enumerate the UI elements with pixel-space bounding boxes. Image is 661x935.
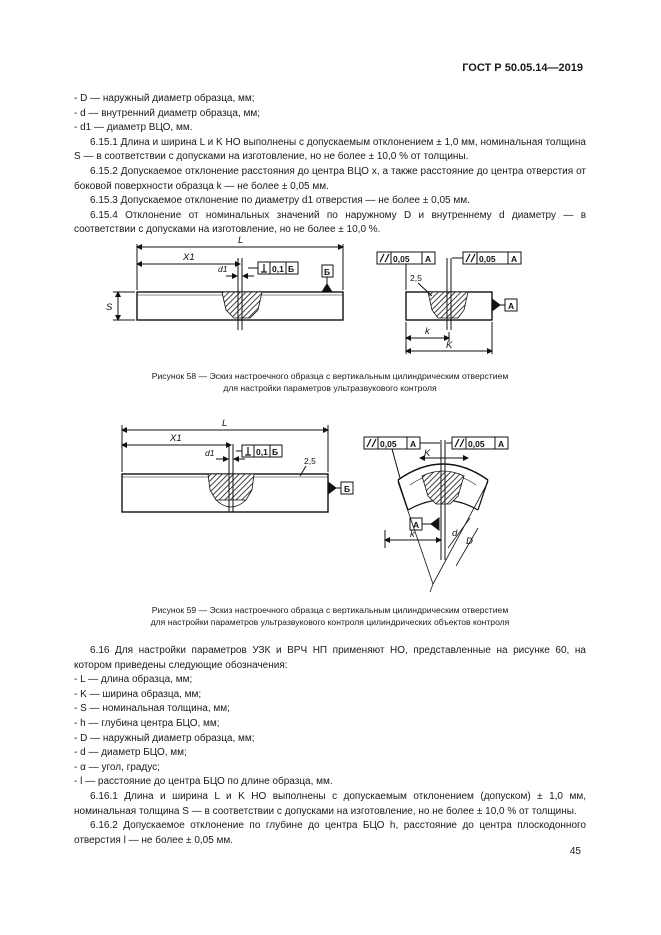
tolerance-value: 0,05 bbox=[380, 439, 397, 449]
list-item: - K — ширина образца, мм; bbox=[74, 688, 202, 700]
label-D: D bbox=[466, 536, 473, 547]
paragraph: 6.15.4 Отклонение от номинальных значений по наружному D и внутреннему d диаметру — в соответствии с допусками на изготовление, но не более ± 10,0 %. bbox=[74, 209, 586, 236]
text-block-bottom bbox=[74, 644, 586, 848]
label-d1: d1 bbox=[218, 264, 228, 274]
tolerance-value: 0,05 bbox=[468, 439, 485, 449]
label-k: k bbox=[410, 529, 415, 540]
figure-58 bbox=[113, 244, 521, 354]
tolerance-datum: Б bbox=[272, 447, 279, 457]
figure-59 bbox=[122, 425, 508, 592]
label-K: K bbox=[424, 448, 431, 459]
figure-59-caption bbox=[74, 604, 586, 628]
list-item: - l — расстояние до центра БЦО по длине образца, мм. bbox=[74, 776, 333, 788]
caption-line: Рисунок 59 — Эскиз настроечного образца с вертикальным цилиндрическим отверстием bbox=[151, 605, 509, 615]
hatched-section bbox=[208, 474, 254, 500]
caption-line: для настройки параметров ультразвукового контроля bbox=[223, 383, 437, 393]
label-d: d bbox=[452, 528, 458, 539]
datum-A-label: А bbox=[508, 301, 515, 311]
datum-B-label: Б bbox=[324, 267, 331, 277]
label-d1: d1 bbox=[205, 448, 215, 458]
label-L: L bbox=[238, 235, 244, 246]
datum-B-label: Б bbox=[344, 484, 351, 494]
list-item: - D — наружный диаметр образца, мм; bbox=[74, 732, 255, 744]
paragraph: 6.15.3 Допускаемое отклонение по диаметру d1 отверстия — не более ± 0,05 мм. bbox=[90, 195, 470, 207]
tolerance-value: 0,1 bbox=[272, 264, 284, 274]
caption-line: Рисунок 58 — Эскиз настроечного образца с вертикальным цилиндрическим отверстием bbox=[151, 371, 509, 381]
label-S: S bbox=[106, 302, 113, 313]
tolerance-datum: А bbox=[511, 254, 518, 264]
paragraph: 6.15.1 Длина и ширина L и K НО выполнены с допускаемым отклонением ± 1,0 мм, номинальная толщина S — в соответствии с допусками на изготовление, но не более ± 10,0 % от толщины. bbox=[74, 136, 586, 163]
list-item: - d — диаметр БЦО, мм; bbox=[74, 747, 187, 759]
list-item: - L — длина образца, мм; bbox=[74, 674, 193, 686]
list-item: - h — глубина центра БЦО, мм; bbox=[74, 717, 220, 729]
label-k: k bbox=[425, 326, 430, 337]
tolerance-datum: А bbox=[498, 439, 505, 449]
label-X1: X1 bbox=[170, 433, 182, 444]
paragraph: 6.16 Для настройки параметров УЗК и ВРЧ НП применяют НО, представленные на рисунке 60, на котором приведены следующие обозначения: bbox=[74, 645, 586, 671]
document-header: ГОСТ Р 50.05.14—2019 bbox=[462, 62, 583, 74]
page-number: 45 bbox=[569, 846, 581, 857]
label-L: L bbox=[222, 418, 228, 429]
label-angle: 2,5 bbox=[304, 456, 316, 466]
list-item: - D — наружный диаметр образца, мм; bbox=[74, 93, 255, 104]
paragraph: 6.16.2 Допускаемое отклонение по глубине до центра БЦО h, расстояние до центра плоскодонного отверстия l — не более ± 0,05 мм. bbox=[74, 820, 586, 846]
paragraph: 6.15.2 Допускаемое отклонение расстояния до центра ВЦО x, а также расстояние до центра отверстия от боковой поверхности образца k — не более ± 0,05 мм. bbox=[74, 165, 586, 192]
tolerance-datum: А bbox=[410, 439, 417, 449]
tolerance-value: 0,1 bbox=[256, 447, 268, 457]
list-item: - S — номинальная толщина, мм; bbox=[74, 703, 230, 715]
list-item: - d — внутренний диаметр образца, мм; bbox=[74, 107, 261, 119]
datum-A-label: А bbox=[413, 520, 420, 530]
label-X1: X1 bbox=[183, 252, 195, 263]
paragraph: 6.16.1 Длина и ширина L и K НО выполнены с допускаемым отклонением (допуском) ± 1,0 мм, номинальная толщина S — в соответствии с допусками на изготовление, но не более ± 10,0 % от толщины. bbox=[74, 790, 586, 817]
list-item: - d1 — диаметр ВЦО, мм. bbox=[74, 122, 193, 134]
tolerance-value: 0,05 bbox=[393, 254, 410, 264]
caption-line: для настройки параметров ультразвукового контроля цилиндрических объектов контроля bbox=[150, 617, 510, 627]
label-angle: 2,5 bbox=[410, 273, 422, 283]
tolerance-datum: Б bbox=[288, 264, 295, 274]
list-item: - α — угол, градус; bbox=[74, 761, 160, 773]
figure-58-caption bbox=[74, 370, 586, 394]
tolerance-value: 0,05 bbox=[479, 254, 496, 264]
label-K: K bbox=[446, 340, 453, 351]
tolerance-datum: А bbox=[425, 254, 432, 264]
